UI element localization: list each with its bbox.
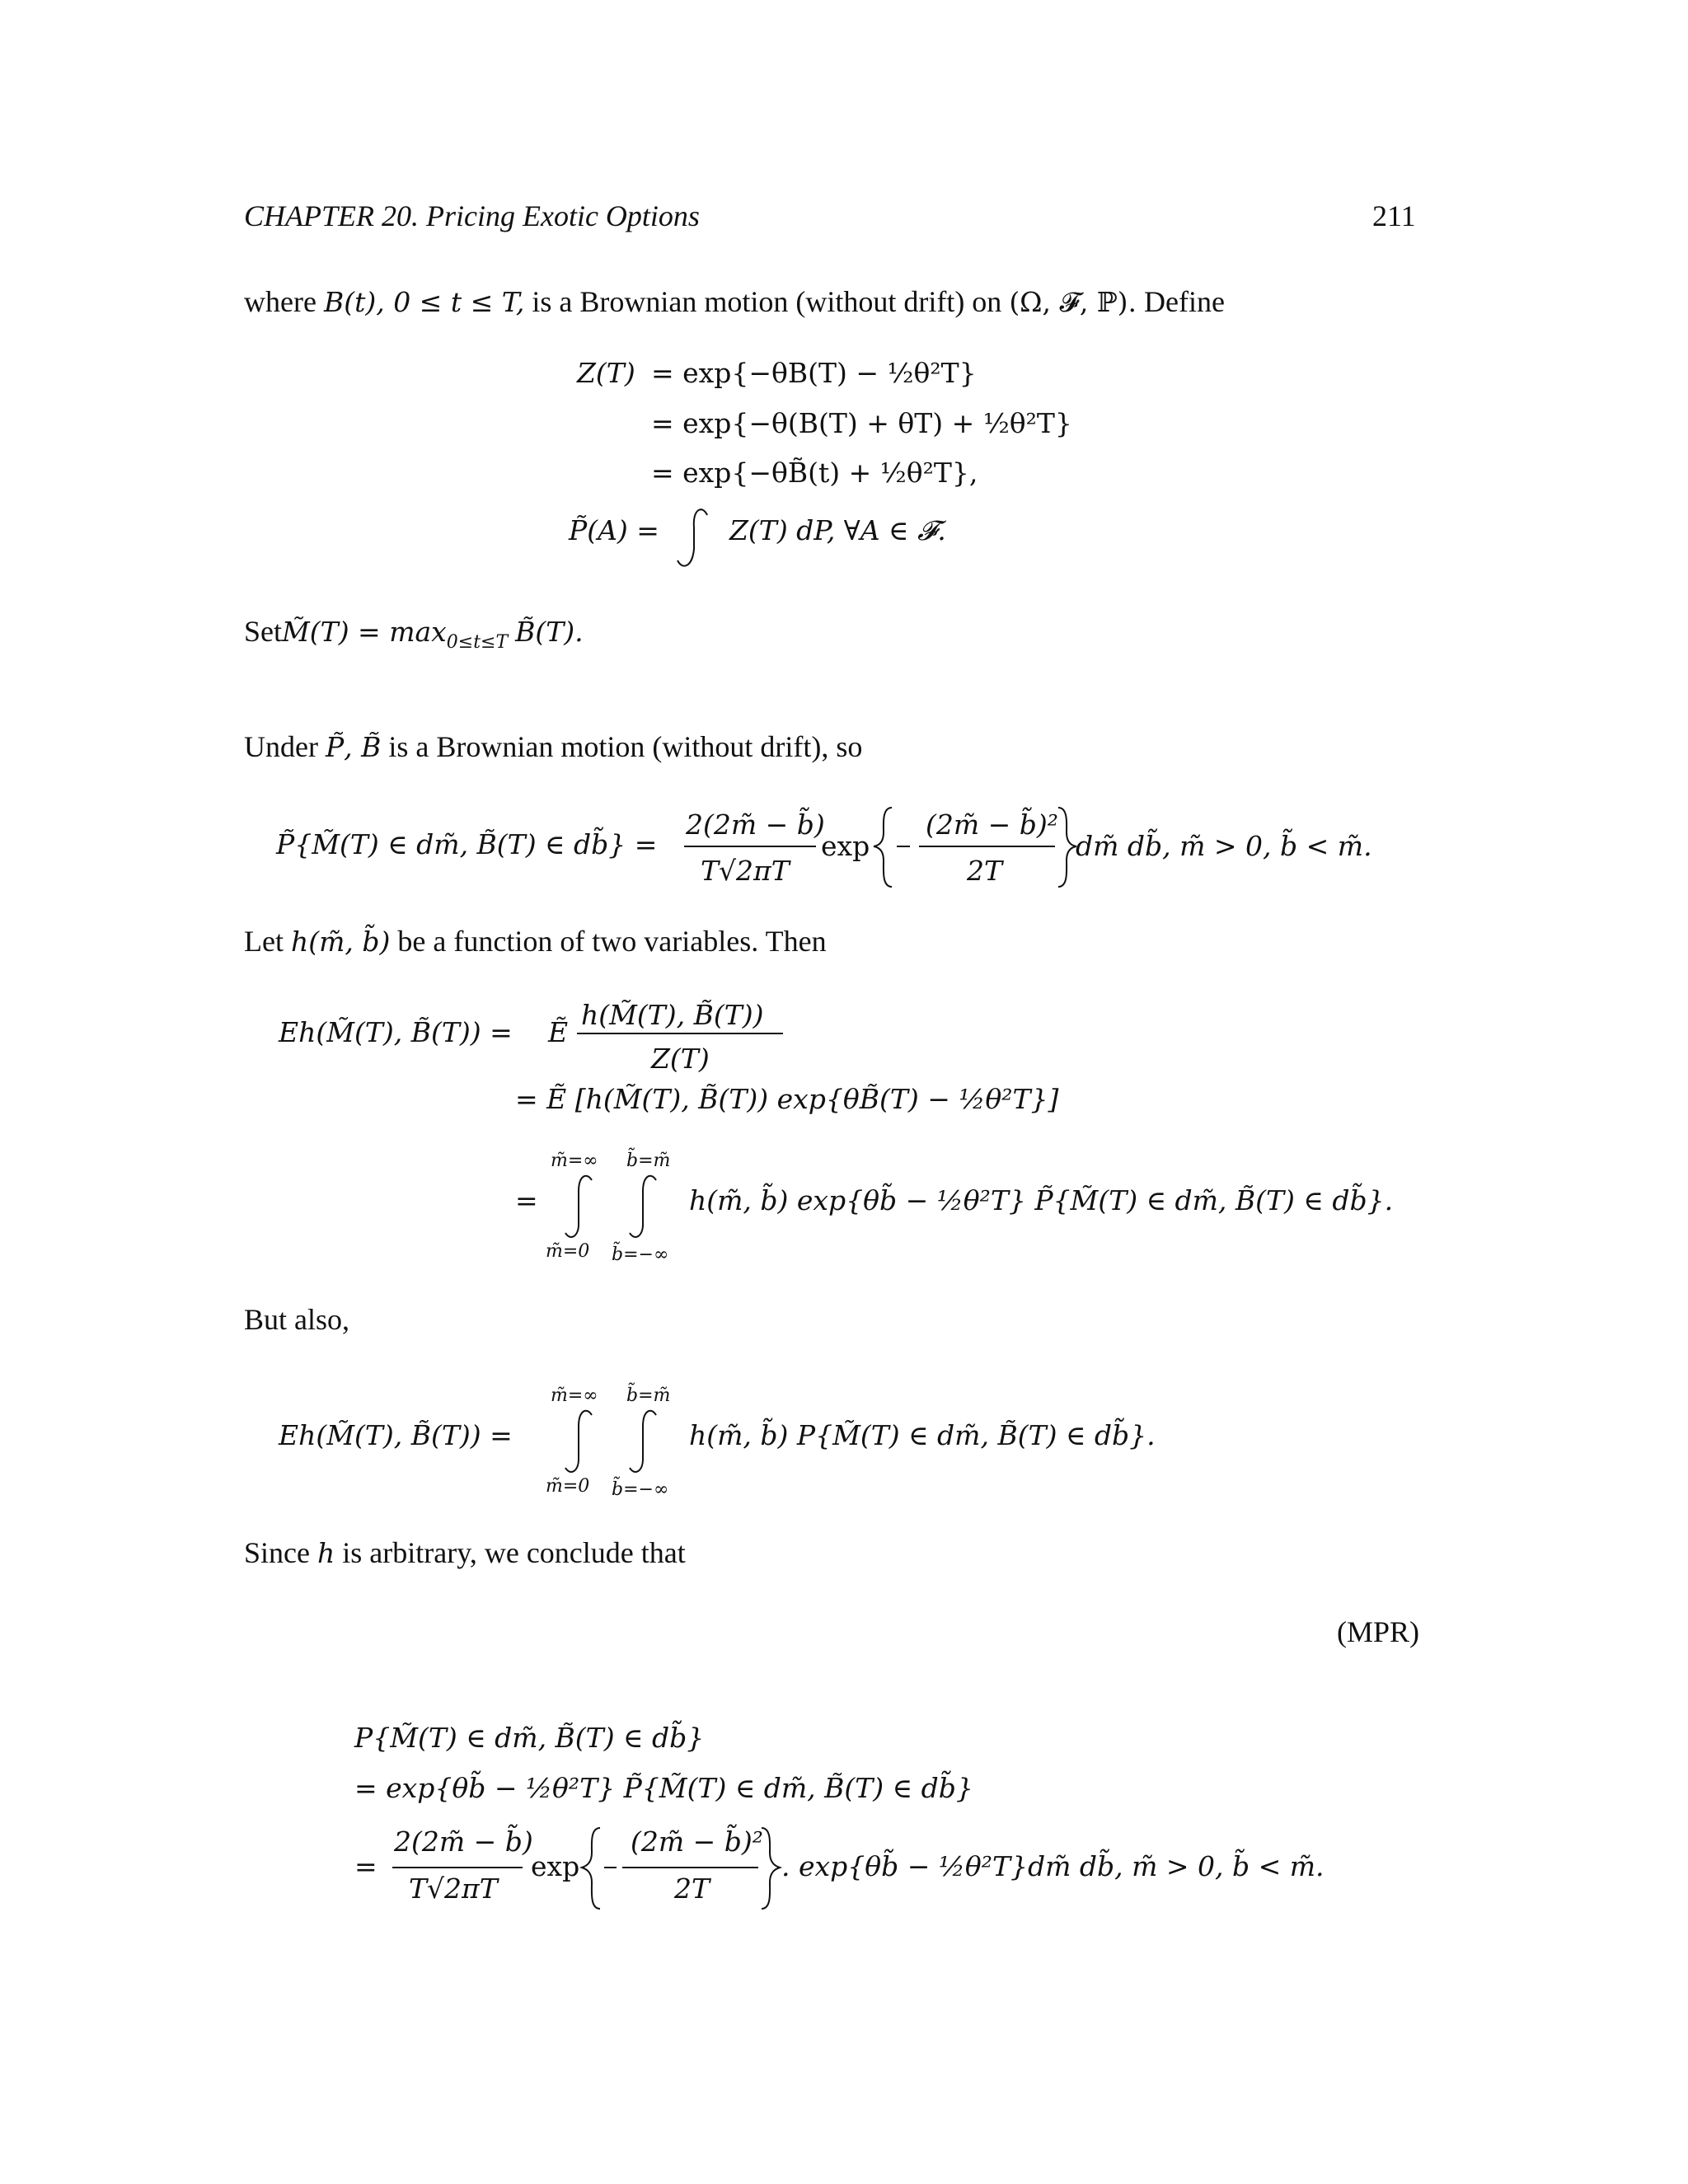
eq2-right-brace [1058,808,1076,887]
eq4-integral-m [565,1411,592,1472]
eq3-num: h(M̃(T), B̃(T)) [581,999,764,1031]
since-h: h [316,1537,335,1569]
eq2-frac-den: T√2πT [701,855,790,887]
intro-where: where [244,285,316,318]
eq5-right-brace [762,1828,780,1909]
but-also: But also, [244,1303,350,1336]
eq3-line3: h(m̃, b̃) exp{θb̃ − ½θ²T} P̃{M̃(T) ∈ dm̃, B̃(T) ∈ db̃}. [689,1184,1394,1216]
set-expr: M̃(T) = max [282,616,447,648]
eq4-integral-b [630,1411,656,1472]
eq1-p-lhs: P̃(A) = [569,514,659,546]
set-sub: 0≤t≤T [446,632,509,654]
eq3-line2: = Ẽ [h(M̃(T), B̃(T)) exp{θB̃(T) − ½θ²T}] [515,1083,1059,1115]
eq5-left-brace [582,1828,600,1909]
eq3-int-upper-m: m̃=∞ [551,1151,598,1171]
eq3-integral-b [630,1176,656,1237]
since-rest: is arbitrary, we conclude that [342,1536,686,1569]
eq5-frac-num: 2(2m̃ − b̃) [394,1825,533,1858]
since-label: Since [244,1536,310,1569]
under-label: Under [244,730,318,763]
mpr-label: (MPR) [1337,1615,1420,1648]
eq3-int-lower-m: m̃=0 [546,1241,590,1262]
eq5-exp-den: 2T [674,1872,710,1905]
under-expr: P̃, B̃ [325,731,382,763]
eq5-line2: = exp{θb̃ − ½θ²T} P̃{M̃(T) ∈ dm̃, B̃(T) ∈ db̃} [354,1772,973,1804]
eq5-frac-den: T√2πT [409,1872,498,1905]
eq2-left-brace [874,808,892,887]
eq1-line1: = exp{−θB(T) − ½θ²T} [651,357,977,389]
let-expr: h(m̃, b̃) [290,926,391,958]
eq2-tail: dm̃ db̃, m̃ > 0, b̃ < m̃. [1076,830,1372,862]
page-number: 211 [1372,199,1416,232]
intro-bt: B(t), 0 ≤ t ≤ T, [323,286,525,318]
eq3-den: Z(T) [651,1043,710,1075]
eq2-exp-num: (2m̃ − b̃)² [926,808,1059,841]
eq1-p-rhs: Z(T) dP, ∀A ∈ 𝓕. [729,514,946,546]
eq3-line3-eq: = [515,1184,538,1216]
let-rest: be a function of two variables. Then [397,925,827,958]
eq3-int-upper-b: b̃=m̃ [626,1151,671,1171]
eq2-lhs: P̃{M̃(T) ∈ dm̃, B̃(T) ∈ db̃} = [276,828,658,860]
eq2-exp-den: 2T [967,855,1003,887]
intro-define: Define [1144,285,1225,318]
set-label: Set [244,615,283,648]
eq1-line2: = exp{−θ(B(T) + θT) + ½θ²T} [651,407,1072,439]
eq3-int-lower-b: b̃=−∞ [612,1244,669,1265]
eq5-tail: . exp{θb̃ − ½θ²T}dm̃ db̃, m̃ > 0, b̃ < m̃. [781,1850,1325,1882]
eq5-exp-word: exp [531,1850,580,1882]
let-h: Let [244,925,284,958]
eq5-line3-eq: = [354,1850,377,1882]
eq1-line3: = exp{−θB̃(t) + ½θ²T}, [651,457,978,489]
eq3-integral-m [565,1176,592,1237]
eq4-lhs: Eh(M̃(T), B̃(T)) = [279,1419,513,1451]
chapter-title: CHAPTER 20. Pricing Exotic Options [244,199,700,232]
intro-rest: is a Brownian motion (without drift) on [532,285,1002,318]
under-mid: is a Brownian motion (without drift), so [388,730,863,763]
eq4-int-upper-m: m̃=∞ [551,1385,598,1406]
intro-space: (Ω, 𝓕, ℙ). [1009,286,1137,318]
set-tail: B̃(T). [515,616,584,648]
eq4-tail: h(m̃, b̃) P{M̃(T) ∈ dm̃, B̃(T) ∈ db̃}. [689,1419,1156,1451]
eq1-integral-sign [678,509,707,565]
eq3-e: Ẽ [548,1016,569,1048]
eq5-exp-num: (2m̃ − b̃)² [631,1825,764,1858]
eq2-frac-num: 2(2m̃ − b̃) [686,808,825,841]
eq1-lhs: Z(T) [577,357,635,389]
eq4-int-lower-m: m̃=0 [546,1476,590,1497]
eq5-line1: P{M̃(T) ∈ dm̃, B̃(T) ∈ db̃} [354,1722,705,1754]
eq3-lhs: Eh(M̃(T), B̃(T)) = [279,1016,513,1048]
eq4-int-upper-b: b̃=m̃ [626,1385,671,1406]
eq2-exp-word: exp [821,830,870,862]
eq4-int-lower-b: b̃=−∞ [612,1479,669,1500]
